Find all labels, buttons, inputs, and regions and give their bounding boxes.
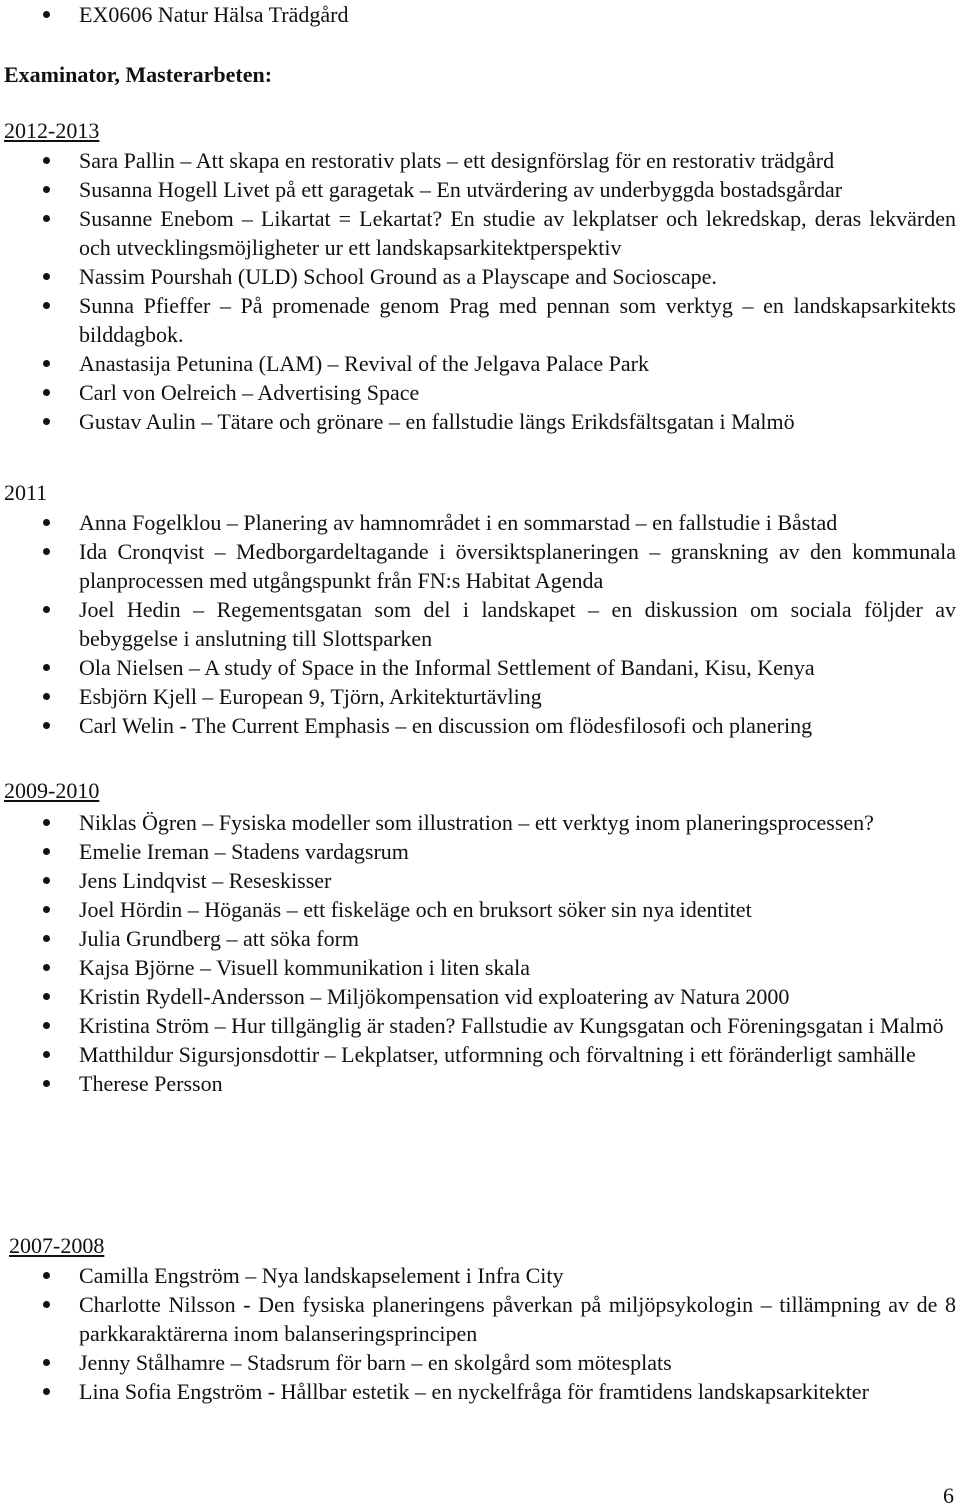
section-heading: Examinator, Masterarbeten: — [4, 62, 273, 87]
list-item — [0, 291, 960, 349]
year-heading: 2007-2008 — [9, 1233, 105, 1258]
list-item — [0, 682, 960, 711]
bullet-icon — [43, 273, 50, 280]
list-item-text: Niklas Ögren – Fysiska modeller som illustration – ett verktyg inom planeringsprocessen? — [79, 810, 874, 835]
list-item — [0, 808, 960, 837]
bullet-icon — [43, 693, 50, 700]
list-item-text: Camilla Engström – Nya landskapselement i Infra City — [79, 1263, 564, 1288]
bullet-icon — [43, 848, 50, 855]
list-item-text: Sara Pallin – Att skapa en restorativ plats – ett designförslag för en restorativ trädgård — [79, 148, 835, 173]
list-item — [0, 1290, 960, 1348]
bullet-icon — [43, 215, 50, 222]
bullet-icon — [43, 1388, 50, 1395]
bullet-icon — [43, 302, 50, 309]
list-item — [0, 982, 960, 1011]
list-item-text: Ola Nielsen – A study of Space in the Informal Settlement of Bandani, Kisu, Kenya — [79, 655, 815, 680]
list-item-text: EX0606 Natur Hälsa Trädgård — [79, 2, 349, 27]
bullet-icon — [43, 993, 50, 1000]
list-item — [0, 204, 960, 262]
list-item-text: Susanne Enebom – Likartat = Lekartat? En studie av lekplatser och lekredskap, deras lekvärden och utvecklingsmöjligheter ur ett landskapsarkitektperspektiv — [79, 206, 956, 260]
bullet-icon — [43, 157, 50, 164]
bullet-icon — [43, 1272, 50, 1279]
list-item-text: Gustav Aulin – Tätare och grönare – en fallstudie längs Erikdsfältsgatan i Malmö — [79, 409, 795, 434]
list-item — [0, 378, 960, 407]
bullet-icon — [43, 418, 50, 425]
bullet-icon — [43, 1301, 50, 1308]
bullet-icon — [43, 664, 50, 671]
list-item — [0, 1377, 960, 1406]
list-item-text: Charlotte Nilsson - Den fysiska planeringens påverkan på miljöpsykologin – tillämpning av de 8 parkkaraktärerna inom balanseringsprincipen — [79, 1292, 956, 1346]
thesis-list — [0, 508, 960, 740]
list-item-text: Matthildur Sigursjonsdottir – Lekplatser, utformning och förvaltning i ett föränderligt samhälle — [79, 1042, 916, 1067]
list-item-text: Kajsa Björne – Visuell kommunikation i liten skala — [79, 955, 531, 980]
bullet-icon — [43, 819, 50, 826]
bullet-icon — [43, 548, 50, 555]
top-list — [0, 0, 960, 29]
list-item — [0, 1011, 960, 1040]
list-item-text: Sunna Pfieffer – På promenade genom Prag med pennan som verktyg – en landskapsarkitekts bilddagbok. — [79, 293, 956, 347]
bullet-icon — [43, 1022, 50, 1029]
list-item-text: Jenny Stålhamre – Stadsrum för barn – en skolgård som mötesplats — [79, 1350, 672, 1375]
list-item-text: Lina Sofia Engström - Hållbar estetik – en nyckelfråga för framtidens landskapsarkitekter — [79, 1379, 869, 1404]
list-item-text: Emelie Ireman – Stadens vardagsrum — [79, 839, 409, 864]
list-item — [0, 595, 960, 653]
thesis-list — [0, 146, 960, 436]
list-item — [0, 262, 960, 291]
list-item — [0, 1069, 960, 1098]
bullet-icon — [43, 360, 50, 367]
list-item-text: Esbjörn Kjell – European 9, Tjörn, Arkitekturtävling — [79, 684, 542, 709]
list-item — [0, 953, 960, 982]
bullet-icon — [43, 964, 50, 971]
list-item-text: Carl Welin - The Current Emphasis – en discussion om flödesfilosofi och planering — [79, 713, 813, 738]
list-item — [0, 1040, 960, 1069]
bullet-icon — [43, 11, 50, 18]
list-item — [0, 537, 960, 595]
bullet-icon — [43, 877, 50, 884]
list-item-text: Jens Lindqvist – Reseskisser — [79, 868, 332, 893]
list-item-text: Nassim Pourshah (ULD) School Ground as a Playscape and Socioscape. — [79, 264, 717, 289]
page-number: 6 — [943, 1483, 954, 1508]
list-item — [0, 146, 960, 175]
bullet-icon — [43, 722, 50, 729]
bullet-icon — [43, 1080, 50, 1087]
list-item-text: Carl von Oelreich – Advertising Space — [79, 380, 420, 405]
list-item-text: Ida Cronqvist – Medborgardeltagande i översiktsplaneringen – granskning av den kommunala planprocessen med utgångspunkt från FN:s Habitat Agenda — [79, 539, 956, 593]
list-item — [0, 1348, 960, 1377]
bullet-icon — [43, 935, 50, 942]
thesis-list — [0, 808, 960, 1098]
list-item — [0, 924, 960, 953]
list-item — [0, 0, 960, 29]
list-item-text: Joel Hedin – Regementsgatan som del i landskapet – en diskussion om sociala följder av bebyggelse i anslutning till Slottsparken — [79, 597, 956, 651]
list-item — [0, 837, 960, 866]
year-heading: 2012-2013 — [4, 118, 100, 143]
list-item — [0, 866, 960, 895]
list-item — [0, 508, 960, 537]
list-item — [0, 653, 960, 682]
thesis-list — [0, 1261, 960, 1406]
list-item — [0, 175, 960, 204]
list-item — [0, 711, 960, 740]
list-item-text: Joel Hördin – Höganäs – ett fiskeläge och en bruksort söker sin nya identitet — [79, 897, 752, 922]
list-item — [0, 407, 960, 436]
list-item — [0, 895, 960, 924]
bullet-icon — [43, 1359, 50, 1366]
list-item-text: Therese Persson — [79, 1071, 223, 1096]
year-heading: 2009-2010 — [4, 778, 100, 803]
list-item-text: Kristina Ström – Hur tillgänglig är staden? Fallstudie av Kungsgatan och Föreningsgatan i Malmö — [79, 1013, 944, 1038]
bullet-icon — [43, 186, 50, 193]
list-item — [0, 349, 960, 378]
list-item-text: Susanna Hogell Livet på ett garagetak – En utvärdering av underbyggda bostadsgårdar — [79, 177, 843, 202]
year-heading: 2011 — [4, 480, 48, 505]
list-item — [0, 1261, 960, 1290]
list-item-text: Anna Fogelklou – Planering av hamnområdet i en sommarstad – en fallstudie i Båstad — [79, 510, 838, 535]
bullet-icon — [43, 519, 50, 526]
list-item-text: Kristin Rydell-Andersson – Miljökompensation vid exploatering av Natura 2000 — [79, 984, 790, 1009]
bullet-icon — [43, 389, 50, 396]
bullet-icon — [43, 906, 50, 913]
bullet-icon — [43, 1051, 50, 1058]
bullet-icon — [43, 606, 50, 613]
list-item-text: Julia Grundberg – att söka form — [79, 926, 360, 951]
list-item-text: Anastasija Petunina (LAM) – Revival of the Jelgava Palace Park — [79, 351, 650, 376]
